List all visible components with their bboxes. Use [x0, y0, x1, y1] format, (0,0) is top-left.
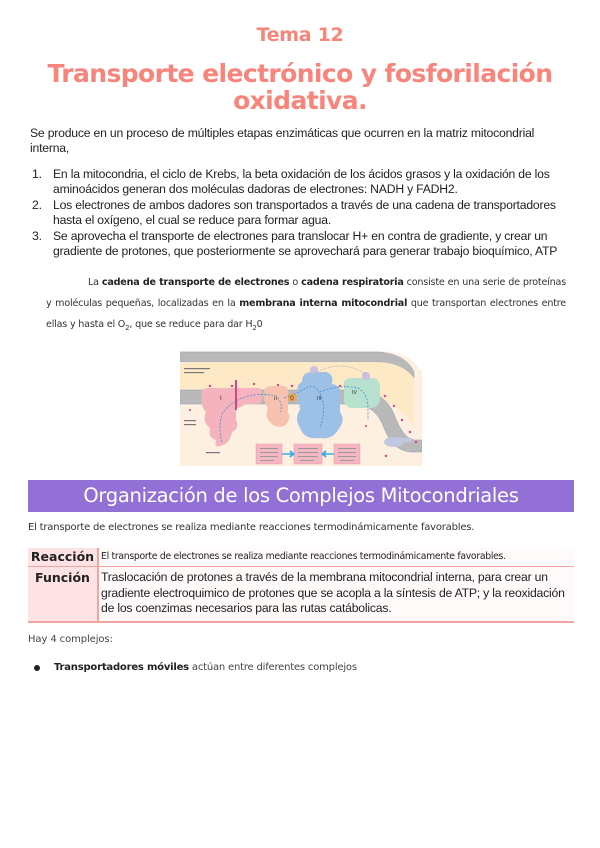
complex-count-text: Hay 4 complejos: [28, 634, 113, 645]
list-item [34, 662, 357, 673]
list-number: 1. [32, 167, 42, 181]
page-title [0, 60, 600, 114]
text: o [292, 277, 299, 288]
text: consiste en una serie de proteínas y moléculas pequeñas, localizadas en la [46, 277, 566, 309]
electron-transport-chain-diagram [180, 348, 422, 466]
list-number: 3. [32, 229, 42, 243]
list-item-text: En la mitocondria, el ciclo de Krebs, la beta oxidación de los ácidos grasos y la oxidación de los aminoácidos generan dos moléculas dadoras de electrones: NADH y FADH2. [53, 167, 550, 196]
table-value: El transporte de electrones se realiza mediante reacciones termodinámicamente favorables. [98, 548, 574, 567]
complex-label: IV [352, 390, 357, 396]
list-item-text: Los electrones de ambos dadores son transportados a través de una cadena de transportadores hasta el oxígeno, el cual se reduce para formar agua. [53, 198, 556, 227]
table-row [28, 567, 574, 622]
text: que transportan electrones entre ellas y hasta el O [46, 298, 566, 330]
table-value: Traslocación de protones a través de la membrana mitocondrial interna, para crear un gradiente electroquimico de protones que se acopla a la síntesis de ATP; y la reoxidación de los coenzimas necesarios para las rutas catábolicas. [98, 567, 574, 622]
bullet-icon [34, 665, 40, 671]
list-item [30, 229, 580, 259]
table-row [28, 548, 574, 567]
quinone-label: Q [290, 396, 294, 402]
list-item-text: Se aprovecha el transporte de electrones para translocar H+ en contra de gradiente, y crear un gradiente de protones, que posteriormente se aprovechará para generar trabajo bioquímico, ATP [53, 229, 558, 258]
table-key-reaccion: Reacción [28, 548, 98, 567]
complex-label: II [274, 396, 277, 402]
page-title-line-2: oxidativa. [233, 86, 367, 115]
definition-table [28, 548, 574, 623]
list-number: 2. [32, 198, 42, 212]
subscript: 2 [252, 323, 257, 332]
respiratory-chain-definition [46, 272, 566, 339]
bold-term: cadena respiratoria [301, 277, 404, 288]
steps-list [30, 167, 580, 260]
intro-paragraph: Se produce en un proceso de múltiples etapas enzimáticas que ocurren en la matriz mitocondrial interna, [30, 126, 535, 155]
bullet-list [34, 662, 357, 673]
list-item-text: actúan entre diferentes complejos [188, 662, 357, 673]
section-title: Organización de los Complejos Mitocondriales [28, 480, 574, 512]
bold-term: Transportadores móviles [54, 662, 189, 673]
table-key-funcion: Función [28, 567, 98, 622]
list-item [30, 198, 580, 228]
complex-label: III [317, 396, 322, 402]
text: 0 [256, 319, 263, 330]
complex-label: I [220, 395, 222, 402]
subscript: 2 [125, 323, 130, 332]
list-item [30, 167, 580, 197]
text: La [88, 277, 99, 288]
topic-number: Tema 12 [256, 24, 344, 46]
section-subtitle: El transporte de electrones se realiza mediante reacciones termodinámicamente favorables. [28, 522, 475, 533]
text: , que se reduce para dar H [129, 319, 253, 330]
bold-term: cadena de transporte de electrones [101, 277, 290, 288]
bold-term: membrana interna mitocondrial [239, 298, 408, 309]
page-title-line-1: Transporte electrónico y fosforilación [47, 59, 553, 88]
diagram-illustration [180, 348, 422, 466]
